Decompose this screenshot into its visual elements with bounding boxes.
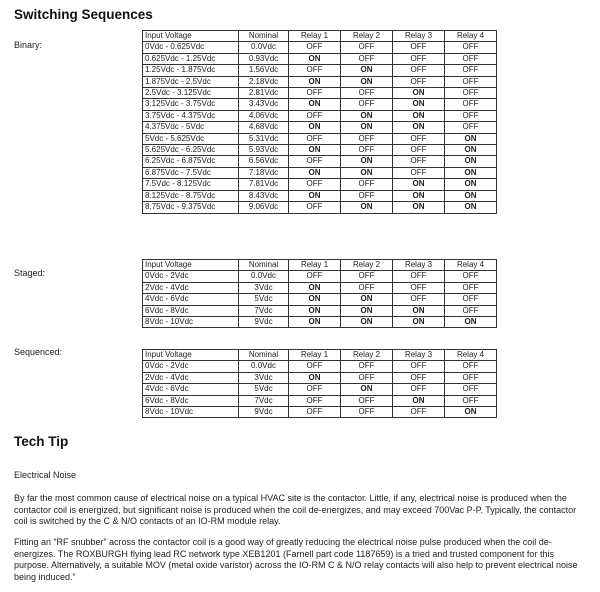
input-voltage-cell: 1.25Vdc - 1.875Vdc — [143, 65, 239, 76]
relay-state-cell: OFF — [341, 271, 393, 282]
input-voltage-cell: 6Vdc - 8Vdc — [143, 305, 239, 316]
relay-state-cell: OFF — [341, 179, 393, 190]
input-voltage-cell: 4.375Vdc - 5Vdc — [143, 122, 239, 133]
column-header: Relay 3 — [393, 350, 445, 361]
input-voltage-cell: 3.125Vdc - 3.75Vdc — [143, 99, 239, 110]
relay-state-cell: ON — [289, 190, 341, 201]
relay-state-cell: OFF — [393, 167, 445, 178]
column-header: Input Voltage — [143, 260, 239, 271]
relay-state-cell: ON — [289, 99, 341, 110]
table-row — [143, 99, 497, 110]
input-voltage-cell: 0Vdc - 2Vdc — [143, 361, 239, 372]
nominal-cell: 9.06Vdc — [239, 202, 289, 213]
input-voltage-cell: 5Vdc - 5.625Vdc — [143, 133, 239, 144]
relay-state-cell: OFF — [393, 282, 445, 293]
relay-state-cell: OFF — [341, 282, 393, 293]
relay-state-cell: OFF — [341, 190, 393, 201]
nominal-cell: 0.0Vdc — [239, 42, 289, 53]
nominal-cell: 8.43Vdc — [239, 190, 289, 201]
nominal-cell: 3Vdc — [239, 372, 289, 383]
relay-state-cell: OFF — [445, 282, 497, 293]
input-voltage-cell: 8.75Vdc - 9.375Vdc — [143, 202, 239, 213]
relay-state-cell: OFF — [289, 361, 341, 372]
nominal-cell: 5.93Vdc — [239, 145, 289, 156]
table-row — [143, 88, 497, 99]
relay-state-cell: ON — [289, 145, 341, 156]
table-row — [143, 384, 497, 395]
table-header-row — [143, 350, 497, 361]
relay-state-cell: ON — [289, 317, 341, 328]
input-voltage-cell: 0.625Vdc - 1.25Vdc — [143, 53, 239, 64]
input-voltage-cell: 2Vdc - 4Vdc — [143, 372, 239, 383]
relay-state-cell: ON — [393, 395, 445, 406]
relay-state-cell: OFF — [289, 271, 341, 282]
relay-state-cell: ON — [393, 88, 445, 99]
input-voltage-cell: 2.5Vdc - 3.125Vdc — [143, 88, 239, 99]
relay-state-cell: OFF — [393, 65, 445, 76]
relay-state-cell: OFF — [289, 156, 341, 167]
tech-tip-subtitle: Electrical Noise — [14, 470, 77, 480]
relay-state-cell: OFF — [393, 271, 445, 282]
relay-state-cell: ON — [445, 179, 497, 190]
input-voltage-cell: 8.125Vdc - 8.75Vdc — [143, 190, 239, 201]
column-header: Relay 3 — [393, 31, 445, 42]
relay-state-cell: ON — [289, 282, 341, 293]
nominal-cell: 0.0Vdc — [239, 361, 289, 372]
nominal-cell: 7Vdc — [239, 395, 289, 406]
column-header: Nominal — [239, 350, 289, 361]
relay-state-cell: OFF — [289, 110, 341, 121]
nominal-cell: 7Vdc — [239, 305, 289, 316]
relay-state-cell: OFF — [393, 361, 445, 372]
nominal-cell: 4.68Vdc — [239, 122, 289, 133]
column-header: Nominal — [239, 260, 289, 271]
table-row — [143, 42, 497, 53]
relay-state-cell: OFF — [341, 395, 393, 406]
relay-state-cell: ON — [289, 167, 341, 178]
nominal-cell: 3Vdc — [239, 282, 289, 293]
page-title: Switching Sequences — [14, 7, 153, 22]
nominal-cell: 3.43Vdc — [239, 99, 289, 110]
nominal-cell: 6.56Vdc — [239, 156, 289, 167]
relay-state-cell: OFF — [289, 42, 341, 53]
nominal-cell: 9Vdc — [239, 407, 289, 418]
table-row — [143, 271, 497, 282]
column-header: Input Voltage — [143, 350, 239, 361]
staged-table — [142, 259, 497, 328]
relay-state-cell: OFF — [445, 372, 497, 383]
relay-state-cell: OFF — [445, 305, 497, 316]
relay-state-cell: ON — [341, 65, 393, 76]
relay-state-cell: ON — [393, 110, 445, 121]
nominal-cell: 2.81Vdc — [239, 88, 289, 99]
input-voltage-cell: 8Vdc - 10Vdc — [143, 407, 239, 418]
table-row — [143, 282, 497, 293]
sequenced-label: Sequenced: — [14, 347, 63, 357]
relay-state-cell: OFF — [289, 179, 341, 190]
nominal-cell: 7.18Vdc — [239, 167, 289, 178]
relay-state-cell: OFF — [445, 65, 497, 76]
relay-state-cell: ON — [341, 110, 393, 121]
column-header: Relay 3 — [393, 260, 445, 271]
nominal-cell: 5Vdc — [239, 294, 289, 305]
relay-state-cell: ON — [341, 202, 393, 213]
relay-state-cell: OFF — [393, 53, 445, 64]
tech-tip-paragraph-2: Fitting an “RF snubber” across the contactor coil is a good way of greatly reducing the electrical noise pulse produced when the coil de-energizes. The ROXBURGH flying lead RC network type XEB1201 (Farnell part code 1187659) is a tried and trusted component for this purpose. Alternatively, a suitable MOV (metal oxide varistor) across the IO-RM C & N/O relay contacts will also help to prevent electrical noise being induced.” — [14, 537, 578, 582]
relay-state-cell: OFF — [393, 145, 445, 156]
input-voltage-cell: 0Vdc - 2Vdc — [143, 271, 239, 282]
relay-state-cell: ON — [445, 190, 497, 201]
column-header: Nominal — [239, 31, 289, 42]
column-header: Relay 2 — [341, 31, 393, 42]
input-voltage-cell: 8Vdc - 10Vdc — [143, 317, 239, 328]
input-voltage-cell: 4Vdc - 6Vdc — [143, 294, 239, 305]
nominal-cell: 5Vdc — [239, 384, 289, 395]
relay-state-cell: OFF — [289, 202, 341, 213]
relay-state-cell: OFF — [289, 65, 341, 76]
input-voltage-cell: 6Vdc - 8Vdc — [143, 395, 239, 406]
relay-state-cell: ON — [393, 317, 445, 328]
relay-state-cell: OFF — [341, 88, 393, 99]
relay-state-cell: OFF — [393, 294, 445, 305]
relay-state-cell: ON — [445, 407, 497, 418]
relay-state-cell: OFF — [393, 133, 445, 144]
relay-state-cell: OFF — [445, 294, 497, 305]
relay-state-cell: OFF — [393, 372, 445, 383]
table-row — [143, 179, 497, 190]
relay-state-cell: OFF — [445, 395, 497, 406]
relay-state-cell: OFF — [341, 99, 393, 110]
input-voltage-cell: 6.875Vdc - 7.5Vdc — [143, 167, 239, 178]
relay-state-cell: OFF — [445, 110, 497, 121]
input-voltage-cell: 3.75Vdc - 4.375Vdc — [143, 110, 239, 121]
column-header: Relay 4 — [445, 260, 497, 271]
relay-state-cell: OFF — [341, 53, 393, 64]
column-header: Relay 4 — [445, 31, 497, 42]
relay-state-cell: OFF — [289, 407, 341, 418]
nominal-cell: 2.18Vdc — [239, 76, 289, 87]
tech-tip-title: Tech Tip — [14, 434, 69, 449]
relay-state-cell: OFF — [393, 384, 445, 395]
table-row — [143, 361, 497, 372]
table-row — [143, 133, 497, 144]
table-row — [143, 145, 497, 156]
relay-state-cell: ON — [289, 305, 341, 316]
relay-state-cell: ON — [341, 122, 393, 133]
relay-state-cell: OFF — [445, 384, 497, 395]
relay-state-cell: ON — [445, 145, 497, 156]
relay-state-cell: ON — [341, 294, 393, 305]
relay-state-cell: ON — [341, 167, 393, 178]
relay-state-cell: OFF — [341, 407, 393, 418]
relay-state-cell: ON — [341, 305, 393, 316]
binary-label: Binary: — [14, 40, 43, 50]
table-row — [143, 305, 497, 316]
relay-state-cell: OFF — [445, 53, 497, 64]
column-header: Relay 2 — [341, 260, 393, 271]
table-row — [143, 110, 497, 121]
relay-state-cell: ON — [289, 122, 341, 133]
binary-table — [142, 30, 497, 214]
relay-state-cell: ON — [445, 202, 497, 213]
relay-state-cell: ON — [341, 156, 393, 167]
nominal-cell: 9Vdc — [239, 317, 289, 328]
table-row — [143, 294, 497, 305]
table-row — [143, 407, 497, 418]
relay-state-cell: ON — [445, 156, 497, 167]
staged-label: Staged: — [14, 268, 46, 278]
relay-state-cell: OFF — [445, 271, 497, 282]
table-row — [143, 53, 497, 64]
relay-state-cell: OFF — [341, 42, 393, 53]
tech-tip-paragraph-1: By far the most common cause of electrical noise on a typical HVAC site is the contactor. Little, if any, electrical noise is produced when the contactor coil is energized, but significant noise is produced when the coil de-energizes, and may exceed 700Vac P-P. Typically, the contactor coil is switched by the C & N/O contacts of an IO-RM module relay. — [14, 493, 577, 526]
nominal-cell: 4.06Vdc — [239, 110, 289, 121]
table-row — [143, 167, 497, 178]
column-header: Input Voltage — [143, 31, 239, 42]
input-voltage-cell: 4Vdc - 6Vdc — [143, 384, 239, 395]
input-voltage-cell: 7.5Vdc - 8.125Vdc — [143, 179, 239, 190]
nominal-cell: 0.93Vdc — [239, 53, 289, 64]
relay-state-cell: ON — [393, 202, 445, 213]
nominal-cell: 5.31Vdc — [239, 133, 289, 144]
relay-state-cell: ON — [289, 372, 341, 383]
relay-state-cell: ON — [393, 190, 445, 201]
relay-state-cell: OFF — [393, 42, 445, 53]
input-voltage-cell: 0Vdc - 0.625Vdc — [143, 42, 239, 53]
relay-state-cell: ON — [393, 305, 445, 316]
input-voltage-cell: 6.25Vdc - 6.875Vdc — [143, 156, 239, 167]
table-row — [143, 372, 497, 383]
relay-state-cell: OFF — [341, 145, 393, 156]
relay-state-cell: OFF — [289, 133, 341, 144]
relay-state-cell: ON — [341, 384, 393, 395]
relay-state-cell: OFF — [341, 133, 393, 144]
input-voltage-cell: 1.875Vdc - 2.5Vdc — [143, 76, 239, 87]
table-row — [143, 122, 497, 133]
relay-state-cell: ON — [341, 76, 393, 87]
table-row — [143, 190, 497, 201]
relay-state-cell: ON — [289, 294, 341, 305]
relay-state-cell: ON — [341, 317, 393, 328]
relay-state-cell: OFF — [445, 42, 497, 53]
relay-state-cell: OFF — [393, 407, 445, 418]
relay-state-cell: ON — [445, 317, 497, 328]
table-row — [143, 156, 497, 167]
table-header-row — [143, 260, 497, 271]
relay-state-cell: ON — [289, 53, 341, 64]
relay-state-cell: ON — [393, 179, 445, 190]
relay-state-cell: OFF — [289, 88, 341, 99]
column-header: Relay 2 — [341, 350, 393, 361]
relay-state-cell: ON — [445, 167, 497, 178]
table-row — [143, 65, 497, 76]
relay-state-cell: OFF — [445, 122, 497, 133]
table-row — [143, 395, 497, 406]
table-row — [143, 76, 497, 87]
relay-state-cell: OFF — [341, 361, 393, 372]
table-header-row — [143, 31, 497, 42]
relay-state-cell: OFF — [445, 76, 497, 87]
relay-state-cell: ON — [289, 76, 341, 87]
table-row — [143, 202, 497, 213]
sequenced-table — [142, 349, 497, 418]
relay-state-cell: OFF — [445, 361, 497, 372]
table-row — [143, 317, 497, 328]
relay-state-cell: ON — [393, 99, 445, 110]
relay-state-cell: ON — [393, 122, 445, 133]
nominal-cell: 1.56Vdc — [239, 65, 289, 76]
nominal-cell: 0.0Vdc — [239, 271, 289, 282]
relay-state-cell: OFF — [393, 76, 445, 87]
relay-state-cell: ON — [445, 133, 497, 144]
column-header: Relay 1 — [289, 260, 341, 271]
relay-state-cell: OFF — [445, 88, 497, 99]
column-header: Relay 1 — [289, 350, 341, 361]
input-voltage-cell: 5.625Vdc - 6.25Vdc — [143, 145, 239, 156]
relay-state-cell: OFF — [289, 395, 341, 406]
relay-state-cell: OFF — [445, 99, 497, 110]
column-header: Relay 1 — [289, 31, 341, 42]
relay-state-cell: OFF — [341, 372, 393, 383]
column-header: Relay 4 — [445, 350, 497, 361]
relay-state-cell: OFF — [393, 156, 445, 167]
relay-state-cell: OFF — [289, 384, 341, 395]
nominal-cell: 7.81Vdc — [239, 179, 289, 190]
input-voltage-cell: 2Vdc - 4Vdc — [143, 282, 239, 293]
